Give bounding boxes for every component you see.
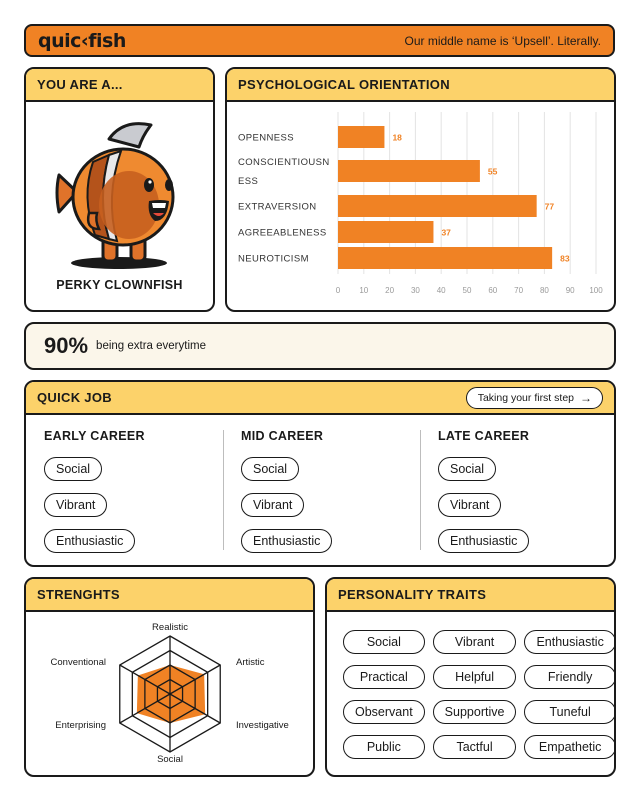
bar [338, 247, 552, 269]
x-tick-label: 0 [335, 286, 341, 295]
career-tag[interactable]: Vibrant [44, 493, 107, 517]
bar-value-label: 83 [560, 253, 570, 264]
category-label: AGREEABLENESS [238, 227, 327, 239]
radar-axis-label: Realistic [152, 622, 188, 633]
career-tag[interactable]: Enthusiastic [241, 529, 332, 553]
bar [338, 126, 384, 148]
career-tag[interactable]: Vibrant [438, 493, 501, 517]
bar-value-label: 77 [544, 201, 555, 212]
trait-tag[interactable]: Helpful [433, 665, 517, 689]
trait-tag[interactable]: Empathetic [524, 735, 615, 759]
early-career-column [44, 429, 234, 565]
fish-type-label: PERKY CLOWNFISH [56, 278, 183, 292]
x-tick-label: 70 [514, 286, 524, 295]
career-tag[interactable]: Social [241, 457, 299, 481]
extra-text: being extra everytime [96, 340, 206, 352]
traits-list [343, 630, 603, 759]
psych-title: PSYCHOLOGICAL ORIENTATION [227, 69, 614, 102]
x-tick-label: 80 [539, 286, 549, 295]
clownfish-illustration [51, 117, 191, 277]
strengths-radar-chart [26, 612, 313, 777]
category-label: CONSCIENTIOUSN [238, 157, 330, 168]
column-divider [420, 430, 421, 550]
strengths-title: STRENGHTS [26, 579, 313, 612]
extra-banner [24, 322, 616, 370]
quick-job-card [24, 380, 616, 567]
career-title: LATE CAREER [438, 429, 530, 443]
psych-bar-chart [227, 102, 614, 310]
quick-job-title: QUICK JOB [37, 390, 112, 405]
radar-axis-label: Enterprising [55, 720, 106, 731]
late-career-column [438, 429, 616, 565]
quickfish-logo[interactable]: quic‹fish [38, 29, 126, 52]
x-tick-label: 20 [385, 286, 395, 295]
trait-tag[interactable]: Social [343, 630, 425, 654]
trait-tag[interactable]: Practical [343, 665, 425, 689]
bar [338, 195, 537, 217]
x-tick-label: 40 [436, 286, 446, 295]
extra-percent: 90% [44, 333, 89, 358]
traits-title: PERSONALITY TRAITS [327, 579, 614, 612]
trait-tag[interactable]: Vibrant [433, 630, 517, 654]
trait-tag[interactable]: Tuneful [524, 700, 615, 724]
personality-traits-card [325, 577, 616, 777]
career-tag[interactable]: Enthusiastic [44, 529, 135, 553]
top-bar [24, 24, 615, 57]
psych-orientation-card [225, 67, 616, 312]
x-tick-label: 60 [488, 286, 498, 295]
career-title: MID CAREER [241, 429, 324, 443]
career-tag[interactable]: Vibrant [241, 493, 304, 517]
bar-value-label: 55 [487, 166, 498, 177]
career-tag[interactable]: Social [438, 457, 496, 481]
bar [338, 160, 480, 182]
radar-axis-label: Conventional [50, 657, 106, 668]
first-step-button[interactable] [466, 387, 603, 409]
x-tick-label: 90 [565, 286, 575, 295]
career-title: EARLY CAREER [44, 429, 145, 443]
trait-tag[interactable]: Friendly [524, 665, 615, 689]
category-label: ESS [238, 176, 259, 187]
bar [338, 221, 433, 243]
x-tick-label: 50 [462, 286, 472, 295]
strengths-card [24, 577, 315, 777]
radar-axis-label: Investigative [236, 720, 289, 731]
bar-value-label: 37 [441, 227, 451, 238]
bar-value-label: 18 [392, 132, 402, 143]
category-label: EXTRAVERSION [238, 201, 317, 213]
arrow-right-icon: → [580, 390, 592, 405]
trait-tag[interactable]: Public [343, 735, 425, 759]
x-tick-label: 100 [589, 286, 603, 295]
career-tag[interactable]: Social [44, 457, 102, 481]
category-label: NEUROTICISM [238, 253, 309, 265]
column-divider [223, 430, 224, 550]
radar-axis-label: Social [157, 754, 183, 765]
category-label: OPENNESS [238, 132, 294, 144]
you-are-card [24, 67, 215, 312]
mid-career-column [241, 429, 431, 565]
quick-job-header [26, 382, 614, 415]
radar-axis-label: Artistic [236, 657, 265, 668]
trait-tag[interactable]: Tactful [433, 735, 517, 759]
first-step-label: Taking your first step [477, 391, 574, 404]
x-tick-label: 10 [359, 286, 369, 295]
tagline: Our middle name is ‘Upsell’. Literally. [404, 33, 601, 48]
you-are-title: YOU ARE A... [26, 69, 213, 102]
x-tick-label: 30 [410, 286, 420, 295]
trait-tag[interactable]: Observant [343, 700, 425, 724]
career-tag[interactable]: Enthusiastic [438, 529, 529, 553]
trait-tag[interactable]: Supportive [433, 700, 517, 724]
trait-tag[interactable]: Enthusiastic [524, 630, 615, 654]
